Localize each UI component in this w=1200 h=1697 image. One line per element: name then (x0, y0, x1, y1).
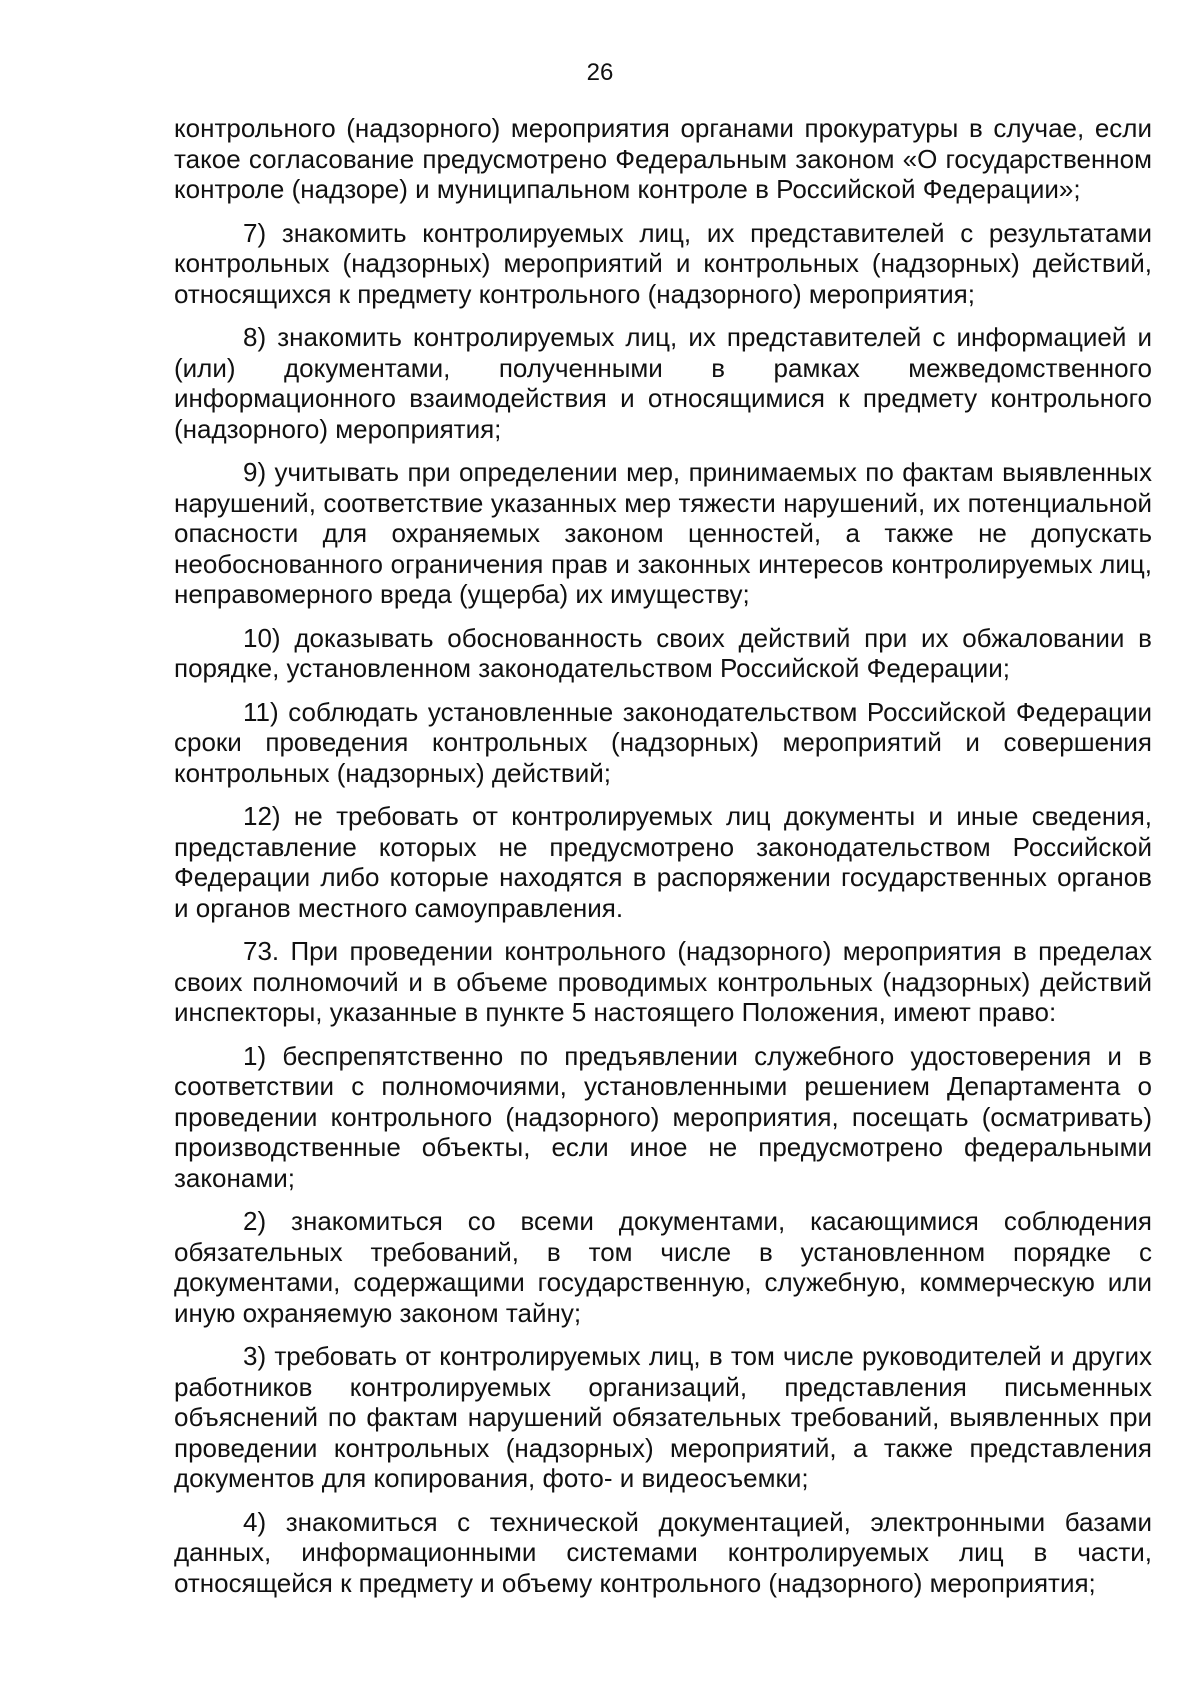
paragraph: 8) знакомить контролируемых лиц, их представителей с информацией и (или) документами, полученными в рамках межведомственного информационного взаимодействия и относящимися к предмету контрольного (надзорного) мероприятия; (174, 322, 1152, 444)
page-number: 26 (586, 59, 614, 86)
paragraph: 73. При проведении контрольного (надзорного) мероприятия в пределах своих полномочий и в объеме проводимых контрольных (надзорных) действий инспекторы, указанные в пункте 5 настоящего Положения, имеют право: (174, 936, 1152, 1027)
paragraph: 10) доказывать обоснованность своих действий при их обжаловании в порядке, установленном законодательством Российской Федерации; (174, 622, 1152, 683)
paragraph: 3) требовать от контролируемых лиц, в том числе руководителей и других работников контролируемых организаций, представления письменных объяснений по фактам нарушений обязательных требований, выявленных при проведении контрольных (надзорных) мероприятий, а также представления документов для копирования, фото- и видеосъемки; (174, 1341, 1152, 1493)
paragraph: 11) соблюдать установленные законодательством Российской Федерации сроки проведения контрольных (надзорных) мероприятий и совершения контрольных (надзорных) действий; (174, 696, 1152, 788)
paragraph: 7) знакомить контролируемых лиц, их представителей с результатами контрольных (надзорных) мероприятий и контрольных (надзорных) действий, относящихся к предмету контрольного (надзорного) мероприятия; (174, 217, 1152, 309)
paragraph: 9) учитывать при определении мер, принимаемых по фактам выявленных нарушений, соответствие указанных мер тяжести нарушений, их потенциальной опасности для охраняемых законом ценностей, а также не допускать необоснованного ограничения прав и законных интересов контролируемых лиц, неправомерного вреда (ущерба) их имуществу; (174, 457, 1152, 609)
paragraph: 1) беспрепятственно по предъявлении служебного удостоверения и в соответствии с полномочиями, установленными решением Департамента о проведении контрольного (надзорного) мероприятия, посещать (осматривать) производственные объекты, если иное не предусмотрено федеральными законами; (174, 1040, 1152, 1193)
document-body (174, 113, 1152, 1611)
paragraph: 4) знакомиться с технической документацией, электронными базами данных, информационными системами контролируемых лиц в части, относящейся к предмету и объему контрольного (надзорного) мероприятия; (174, 1506, 1152, 1598)
paragraph: контрольного (надзорного) мероприятия органами прокуратуры в случае, если такое согласование предусмотрено Федеральным законом «О государственном контроле (надзоре) и муниципальном контроле в Российской Федерации»; (174, 113, 1152, 204)
paragraph: 12) не требовать от контролируемых лиц документы и иные сведения, представление которых не предусмотрено законодательством Российской Федерации либо которые находятся в распоряжении государственных органов и органов местного самоуправления. (174, 801, 1152, 923)
paragraph: 2) знакомиться со всеми документами, касающимися соблюдения обязательных требований, в том числе в установленном порядке с документами, содержащими государственную, служебную, коммерческую или иную охраняемую законом тайну; (174, 1206, 1152, 1328)
